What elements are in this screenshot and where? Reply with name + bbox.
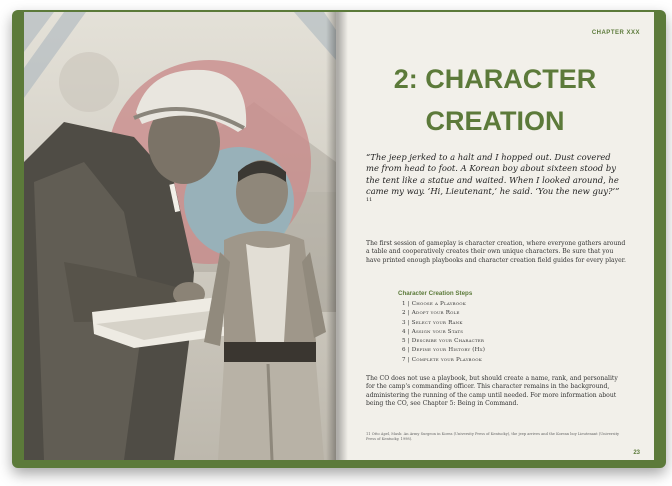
epigraph-quote (366, 152, 624, 208)
quote-text: “The jeep jerked to a halt and I hopped out. Dust covered me from head to foot. A Korean boy about sixteen stood by the tent like a statue and waited. When I looked around, he came my way. ‘Hi, Lieutenant,’ he said. ‘You the new guy?’” (366, 152, 620, 196)
step-item: 5 | Describe your Character (402, 338, 485, 345)
step-item: 7 | Complete your Playbook (402, 356, 482, 363)
steps-list (402, 300, 485, 365)
step-item: 6 | Define your History (Hx) (402, 347, 486, 354)
intro-paragraph: The first session of gameplay is character creation, where everyone gathers around a table and cooperatively creates their own unique characters. Be sure that you have printed enough playbooks and character creation field guides for every player. (366, 240, 626, 264)
chapter-tag: CHAPTER XXX (591, 30, 640, 36)
page-number: 23 (633, 450, 640, 456)
collage-illustration (24, 12, 336, 460)
step-item: 4 | Assign your Stats (402, 328, 464, 335)
chapter-title-line-1: 2: CHARACTER (393, 64, 597, 94)
chapter-title-line-2: CREATION (425, 106, 565, 136)
step-item: 2 | Adopt your Role (402, 310, 460, 317)
step-item: 1 | Choose a Playbook (402, 301, 466, 307)
left-page-photo (24, 12, 336, 460)
footnote: 11 Otto Apel, Mash: An Army Surgeon in Korea (University Press of Kentucky), the jeep arrives and the Korean boy Lieutenant (University Press of Kentucky, 1998). (366, 432, 620, 442)
steps-heading: Character Creation Steps (398, 290, 473, 297)
right-page-text (336, 12, 654, 460)
step-item: 3 | Select your Rank (402, 319, 463, 326)
quote-footnote-mark: 11 (366, 197, 373, 204)
co-paragraph: The CO does not use a playbook, but should create a name, rank, and personality for the camp's commanding officer. This character remains in the background, administering the running of the camp until needed. For more information about being the CO, see Chapter 5: Being in Command. (366, 375, 618, 408)
